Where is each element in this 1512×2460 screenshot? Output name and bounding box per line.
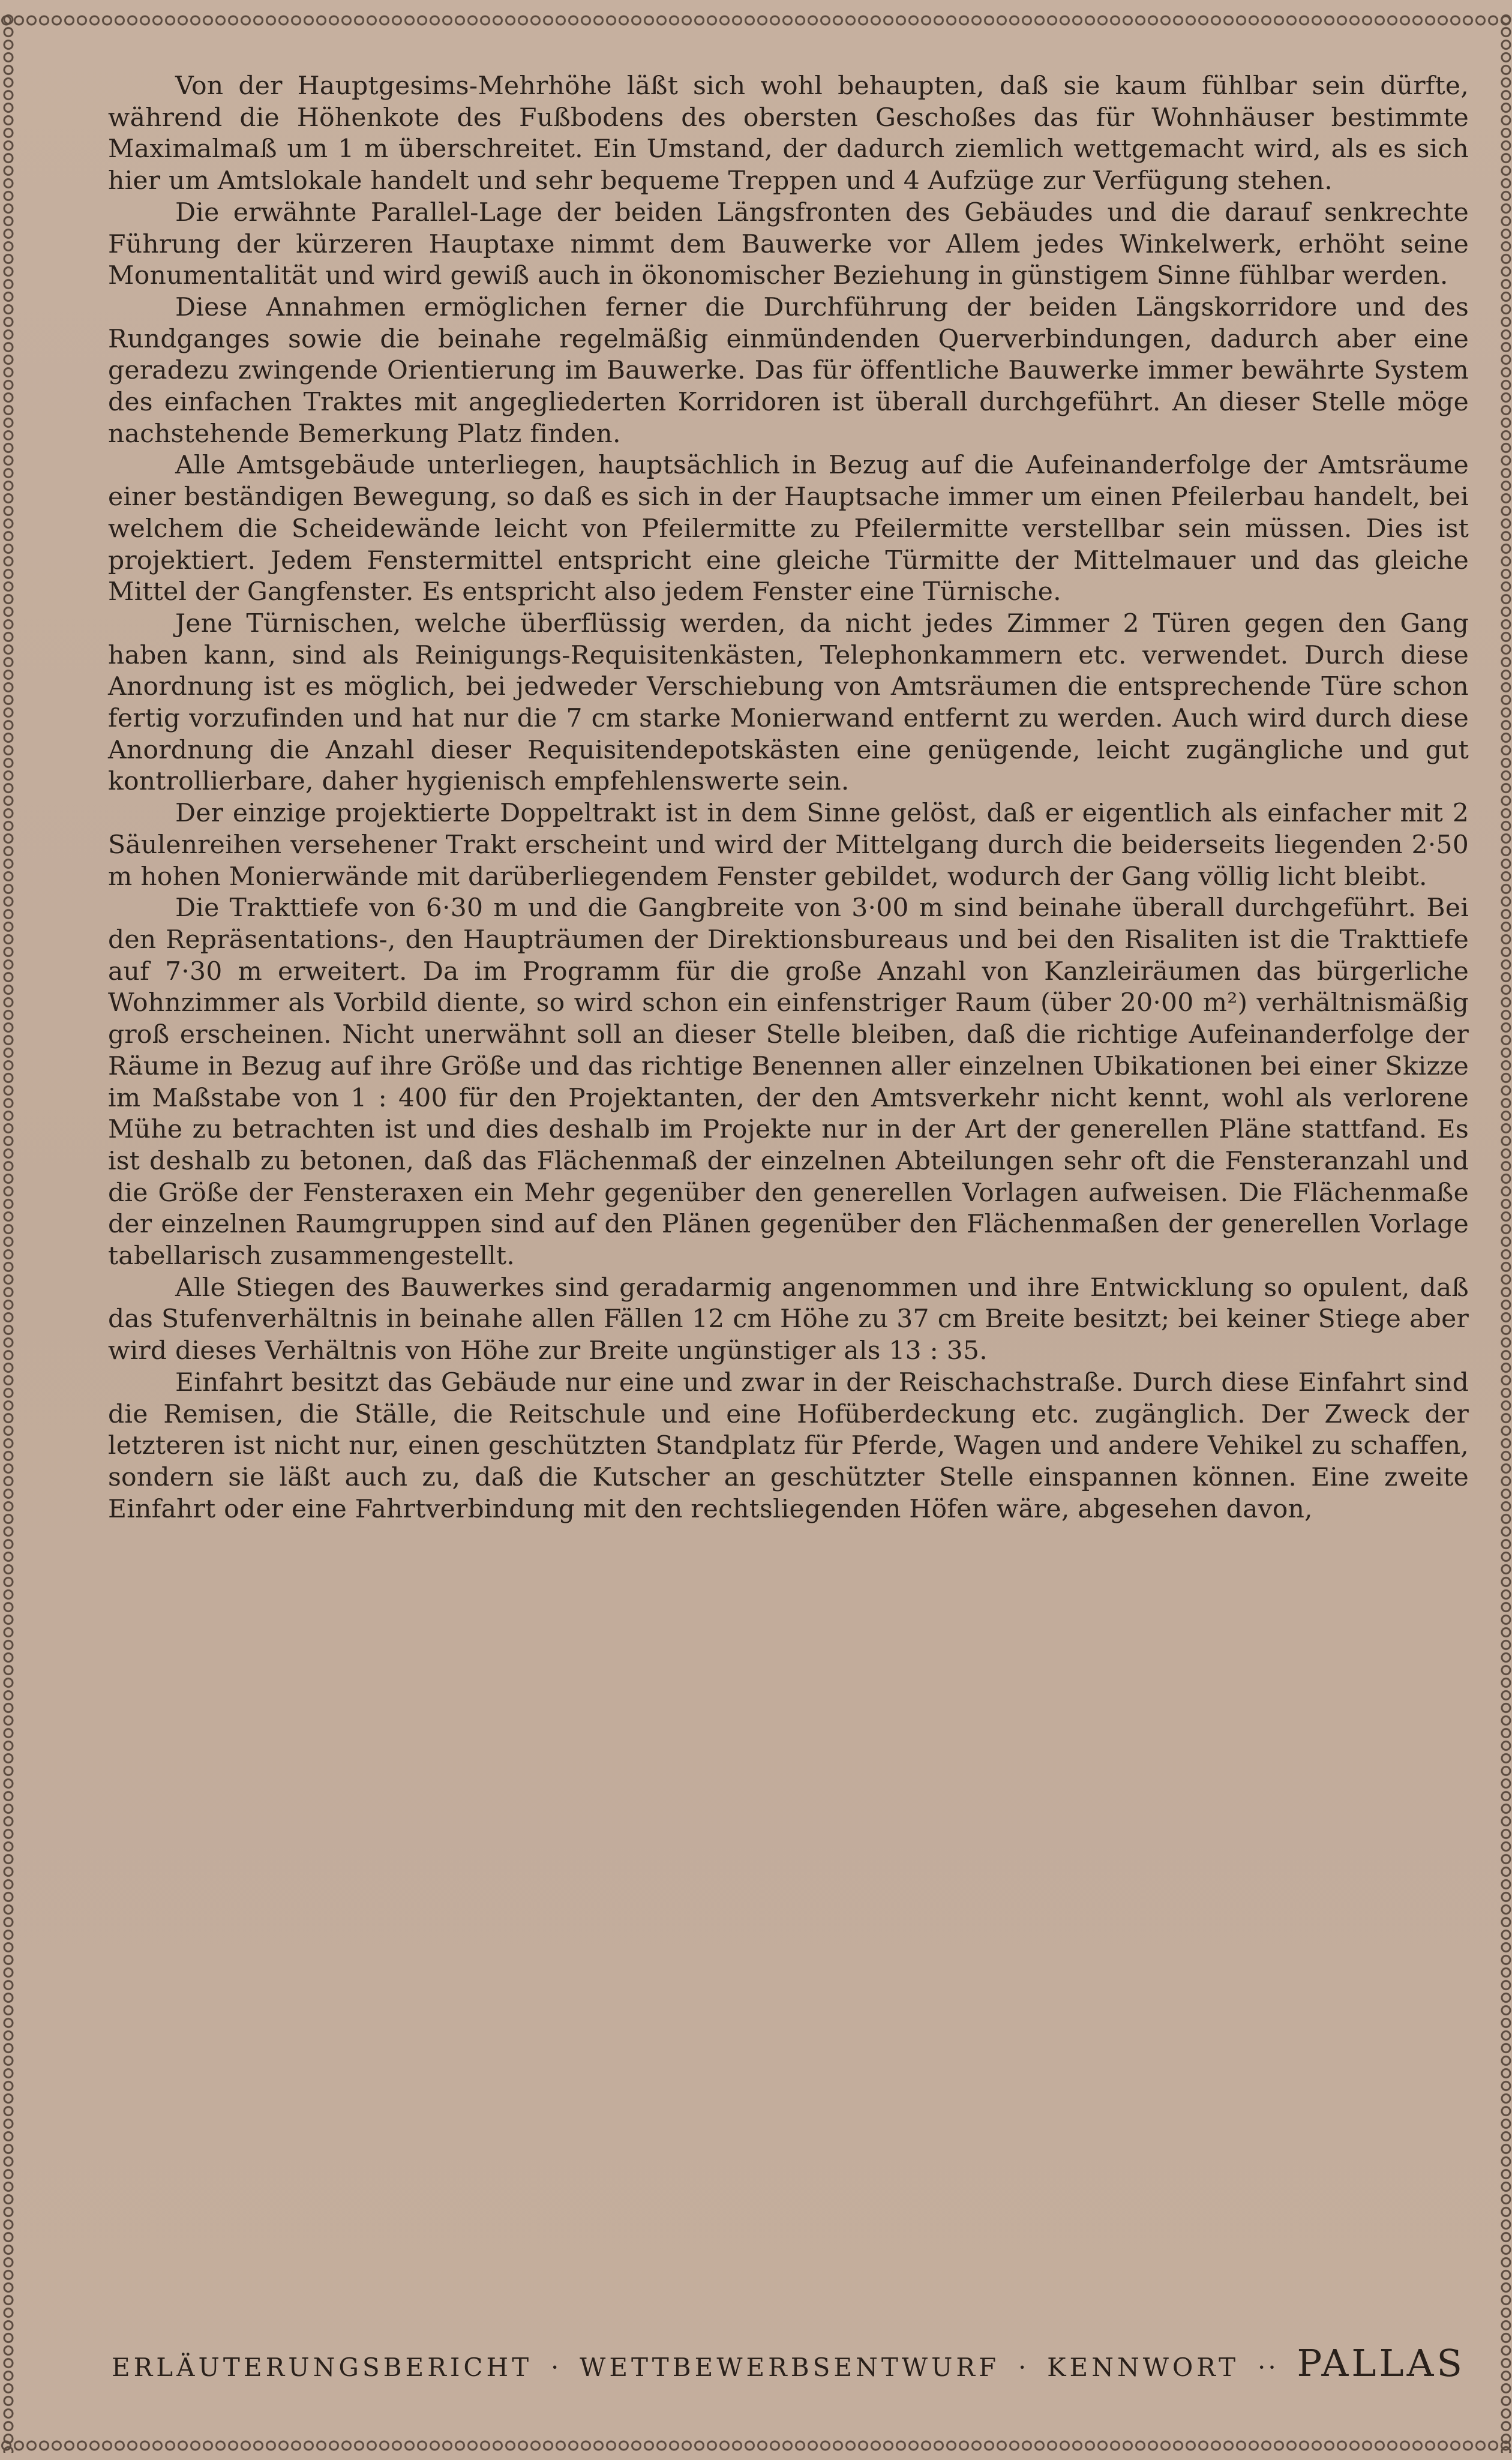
footer-separator: · [551,2353,562,2382]
paragraph-4: Alle Amtsgebäude unterliegen, hauptsächlich in Bezug auf die Aufeinanderfolge der Amtsräume einer beständigen Bewegung, so daß es sich in der Hauptsache immer um einen Pfeilerbau handelt, bei welchem die Scheidewände leicht von Pfeilermitte zu Pfeilermitte verstellbar sein müssen. Dies ist projektiert. Jedem Fenstermittel entspricht eine gleiche Türmitte der Mittelmauer und das gleiche Mittel der Gangfenster. Es entspricht also jedem Fenster eine Türnische. [108,451,1469,607]
footer-separator: ·· [1258,2353,1279,2382]
paragraph-5: Jene Türnischen, welche überflüssig werden, da nicht jedes Zimmer 2 Türen gegen den Gang haben kann, sind als Reinigungs-Requisitenkästen, Telephonkammern etc. verwendet. Durch diese Anordnung ist es möglich, bei jedweder Verschiebung von Amtsräumen die entsprechende Türe schon fertig vorzufinden und hat nur die 7 cm starke Monierwand entfernt zu werden. Auch wird durch diese Anordnung die Anzahl dieser Requisitendepotskästen eine genügende, leicht zugängliche und gut kontrollierbare, daher hygienisch empfehlenswerte sein. [108,608,1469,797]
body-text [108,71,1469,1525]
decorative-ring-border-right [1499,13,1512,2453]
paragraph-2: Die erwähnte Parallel-Lage der beiden Längsfronten des Gebäudes und die darauf senkrechte Führung der kürzeren Hauptaxe nimmt dem Bauwerke vor Allem jedes Winkelwerk, erhöht seine Monumentalität und wird gewiß auch in ökonomischer Beziehung in günstigem Sinne fühlbar werden. [108,197,1469,291]
decorative-ring-border-bottom [0,2438,1512,2453]
decorative-ring-border-top [0,13,1512,28]
paragraph-3: Diese Annahmen ermöglichen ferner die Durchführung der beiden Längskorridore und des Rundganges sowie die beinahe regelmäßig einmündenden Querverbindungen, dadurch aber eine geradezu zwingende Orientierung im Bauwerke. Das für öffentliche Bauwerke immer bewährte System des einfachen Traktes mit angegliederten Korridoren ist überall durchgeführt. An dieser Stelle möge nachstehende Bemerkung Platz finden. [108,292,1469,449]
footer-keyword-label: KENNWORT [1047,2353,1240,2382]
paragraph-6: Der einzige projektierte Doppeltrakt ist in dem Sinne gelöst, daß er eigentlich als einfacher mit 2 Säulenreihen versehener Trakt erscheint und wird der Mittelgang durch die beiderseits liegenden 2·50 m hohen Monierwände mit darüberliegendem Fenster gebildet, wodurch der Gang völlig licht bleibt. [108,799,1469,892]
footer-report-label: ERLÄUTERUNGSBERICHT [112,2353,533,2382]
decorative-ring-border-left [1,13,16,2453]
footer-entry-label: WETTBEWERBSENTWURF [580,2353,1000,2382]
paragraph-1: Von der Hauptgesims-Mehrhöhe läßt sich wohl behaupten, daß sie kaum fühlbar sein dürfte, während die Höhenkote des Fußbodens des obersten Geschoßes das für Wohnhäuser bestimmte Maximalmaß um 1 m überschreitet. Ein Umstand, der dadurch ziemlich wettgemacht wird, als es sich hier um Amtslokale handelt und sehr bequeme Treppen und 4 Aufzüge zur Verfügung stehen. [108,71,1469,196]
paragraph-9: Einfahrt besitzt das Gebäude nur eine und zwar in der Reischachstraße. Durch diese Einfahrt sind die Remisen, die Ställe, die Reitschule und eine Hofüberdeckung etc. zugänglich. Der Zweck der letzteren ist nicht nur, einen geschützten Standplatz für Pferde, Wagen und andere Vehikel zu schaffen, sondern sie läßt auch zu, daß die Kutscher an geschützter Stelle einspannen können. Eine zweite Einfahrt oder eine Fahrtverbindung mit den rechtsliegenden Höfen wäre, abgesehen davon, [108,1367,1469,1524]
footer-keyword-value: PALLAS [1297,2341,1465,2385]
footer-caption [112,2341,1465,2389]
paragraph-8: Alle Stiegen des Bauwerkes sind geradarmig angenommen und ihre Entwicklung so opulent, daß das Stufenverhältnis in beinahe allen Fällen 12 cm Höhe zu 37 cm Breite besitzt; bei keiner Stiege aber wird dieses Verhältnis von Höhe zur Breite ungünstiger als 13 : 35. [108,1273,1469,1366]
footer-separator: · [1018,2353,1029,2382]
paragraph-7: Die Trakttiefe von 6·30 m und die Gangbreite von 3·00 m sind beinahe überall durchgeführt. Bei den Repräsentations-, den Haupträumen der Direktionsbureaus und bei den Risaliten ist die Trakttiefe auf 7·30 m erweitert. Da im Programm für die große Anzahl von Kanzleiräumen das bürgerliche Wohnzimmer als Vorbild diente, so wird schon ein einfenstriger Raum (über 20·00 m²) verhältnismäßig groß erscheinen. Nicht unerwähnt soll an dieser Stelle bleiben, daß die richtige Aufeinanderfolge der Räume in Bezug auf ihre Größe und das richtige Benennen aller einzelnen Ubikationen bei einer Skizze im Maßstabe von 1 : 400 für den Projektanten, der den Amtsverkehr nicht kennt, wohl als verlorene Mühe zu betrachten ist und dies deshalb im Projekte nur in der Art der generellen Pläne stattfand. Es ist deshalb zu betonen, daß das Flächenmaß der einzelnen Abteilungen sehr oft die Fensteranzahl und die Größe der Fensteraxen ein Mehr gegenüber den generellen Vorlagen aufweisen. Die Flächenmaße der einzelnen Raumgruppen sind auf den Plänen gegenüber den Flächenmaßen der generellen Vorlage tabellarisch zusammengestellt. [108,893,1469,1271]
